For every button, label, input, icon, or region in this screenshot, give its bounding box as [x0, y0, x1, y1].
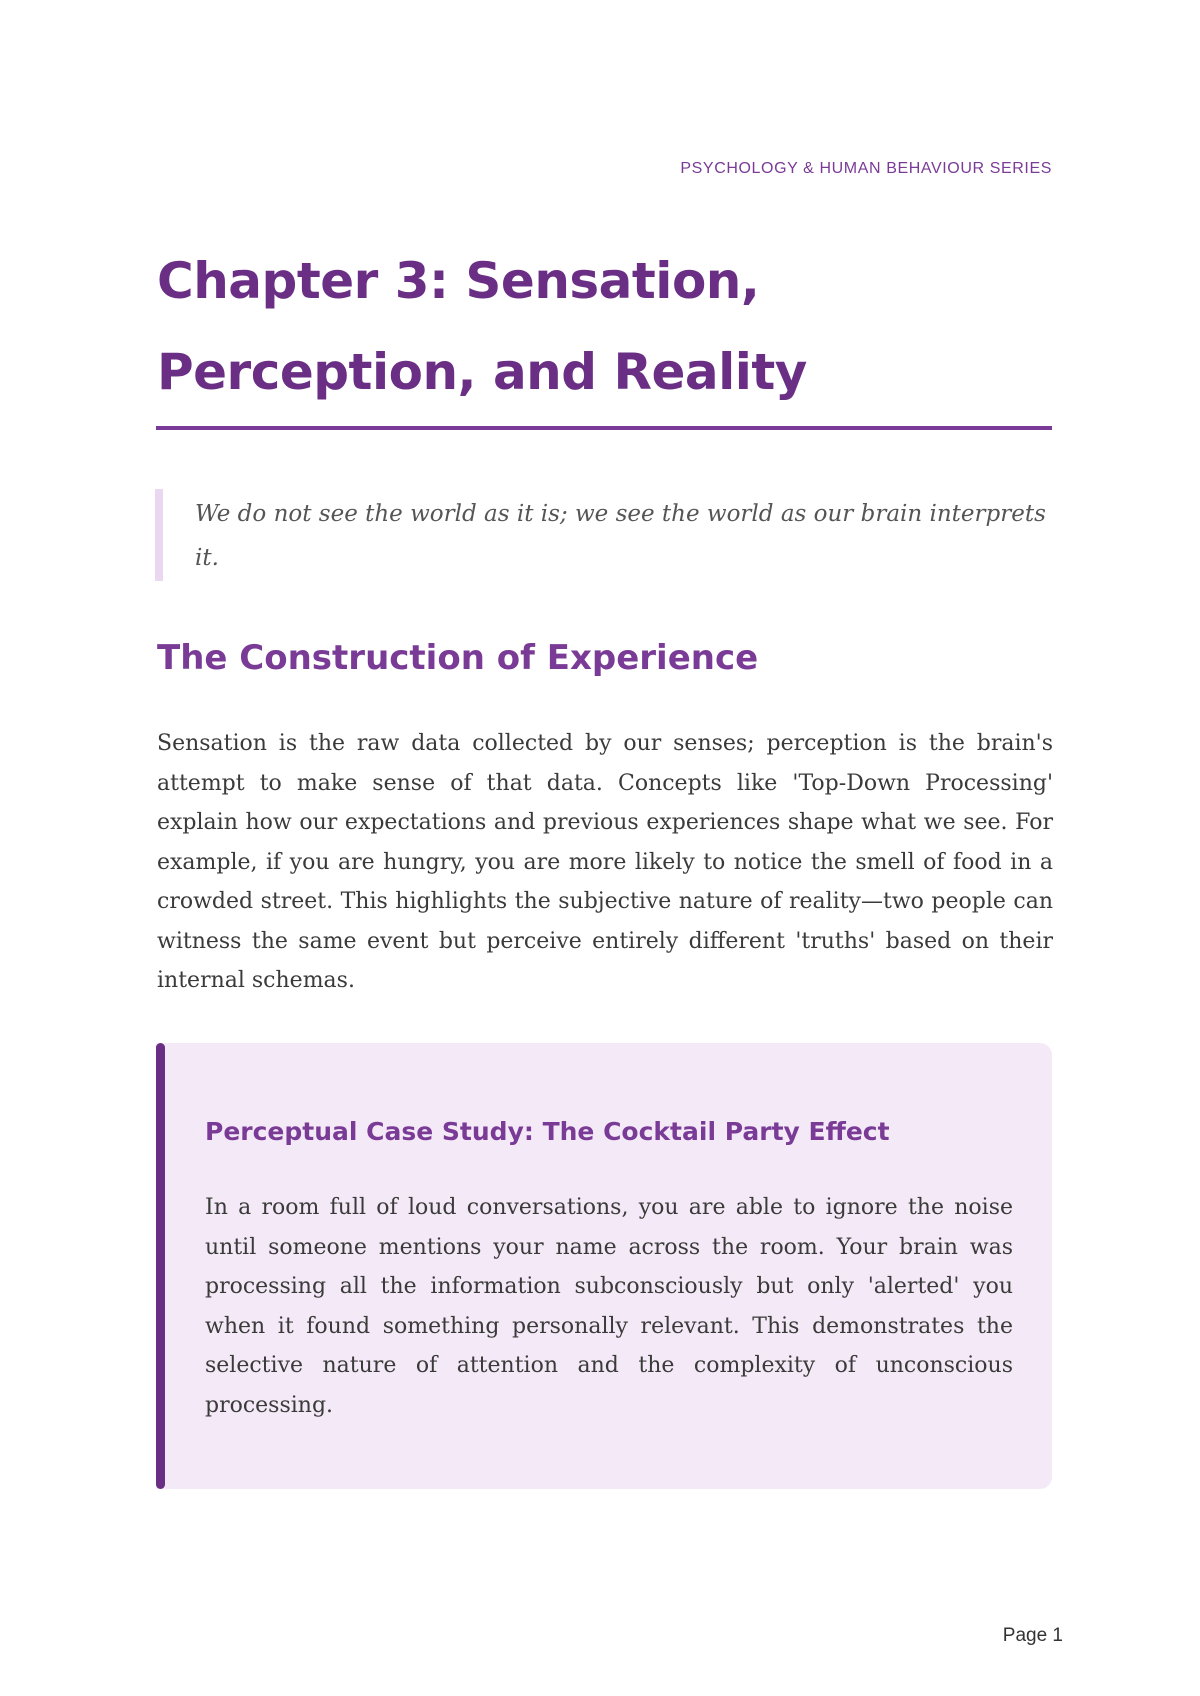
chapter-title: Chapter 3: Sensation, Perception, and Reality — [157, 252, 807, 401]
case-study-body: In a room full of loud conversations, you are able to ignore the noise until someone mentions your name across the room. Your brain was processing all the information subconsciously but only 'alerted' you when it found something personally relevant. This demonstrates the selective nature of attention and the complexity of unconscious processing. — [205, 1195, 1013, 1418]
series-header: PSYCHOLOGY & HUMAN BEHAVIOUR SERIES — [680, 160, 1052, 177]
section-body-paragraph: Sensation is the raw data collected by our senses; perception is the brain's attempt to make sense of that data. Concepts like 'Top-Down Processing' explain how our expectations and previous experiences shape what we see. For example, if you are hungry, you are more likely to notice the smell of food in a crowded street. This highlights the subjective nature of reality—two people can witness the same event but perceive entirely different 'truths' based on their internal schemas. — [157, 731, 1053, 993]
case-study-title: Perceptual Case Study: The Cocktail Party Effect — [205, 1117, 890, 1146]
epigraph-text: We do not see the world as it is; we see the world as our brain interprets it. — [195, 501, 1046, 571]
epigraph-quote — [155, 489, 1060, 581]
callout-accent-bar — [156, 1043, 165, 1489]
title-divider — [156, 426, 1052, 430]
page-number: Page 1 — [1002, 1625, 1063, 1646]
section-heading: The Construction of Experience — [157, 638, 759, 678]
case-study-callout — [156, 1043, 1052, 1489]
